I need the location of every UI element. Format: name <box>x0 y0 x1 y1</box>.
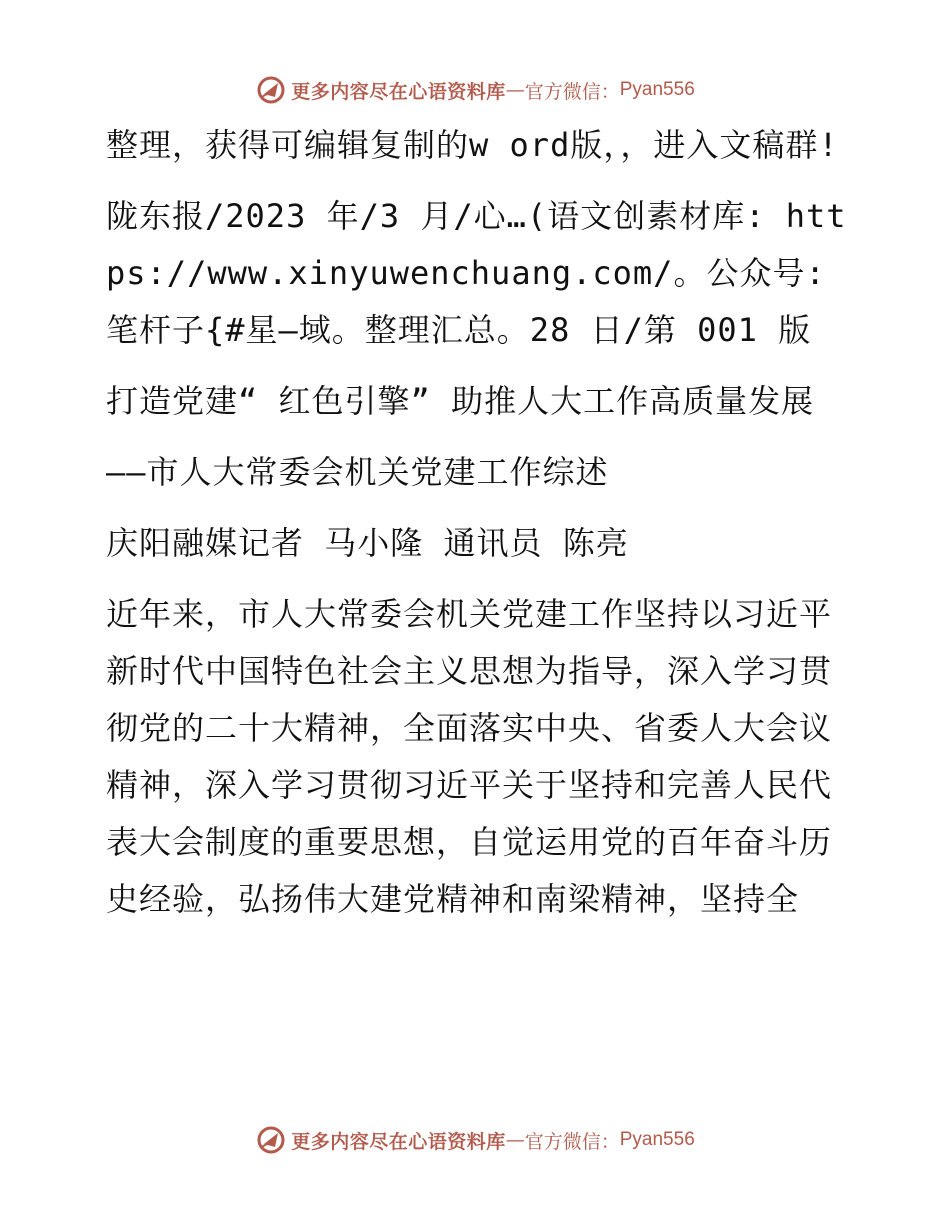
page-footer <box>0 1120 950 1160</box>
header-wechat-id: Pyan556 <box>619 79 695 100</box>
article-title: 打造党建“ 红色引擎” 助推人大工作高质量发展 <box>106 382 815 420</box>
source-line: 陇东报/2023 年/3 月/心…(语文创素材库: https://www.xinyuwenchuang.com/。公众号: 笔杆子{#星—域。整理汇总。28 日/第 001 版 <box>106 197 847 349</box>
footer-wechat-label: 官方微信： <box>524 1130 620 1153</box>
article-byline: 庆阳融媒记者 马小隆 通讯员 陈亮 <box>106 524 629 562</box>
header-wechat-label: 官方微信： <box>524 80 620 103</box>
footer-separator: — <box>505 1129 525 1151</box>
header-separator: — <box>505 79 525 101</box>
brand-logo-icon <box>255 1124 287 1156</box>
article-subtitle: ——市人大常委会机关党建工作综述 <box>106 453 609 491</box>
page-header <box>0 70 950 110</box>
document-body <box>96 117 856 942</box>
article-body-paragraph: 近年来，市人大常委会机关党建工作坚持以习近平新时代中国特色社会主义思想为指导，深入学习贯彻党的二十大精神，全面落实中央、省委人大会议精神，深入学习贯彻习近平关于坚持和完善人民代表大会制度的重要思想，自觉运用党的百年奋斗历史经验，弘扬伟大建党精神和南梁精神，坚持全 <box>106 595 833 918</box>
intro-paragraph: 整理，获得可编辑复制的w ord版，，进入文稿群! <box>106 126 839 164</box>
brand-logo-icon <box>255 74 287 106</box>
footer-wechat-id: Pyan556 <box>619 1129 695 1150</box>
header-brand-text: 更多内容尽在心语资料库 <box>291 80 506 103</box>
footer-brand-text: 更多内容尽在心语资料库 <box>291 1130 506 1153</box>
